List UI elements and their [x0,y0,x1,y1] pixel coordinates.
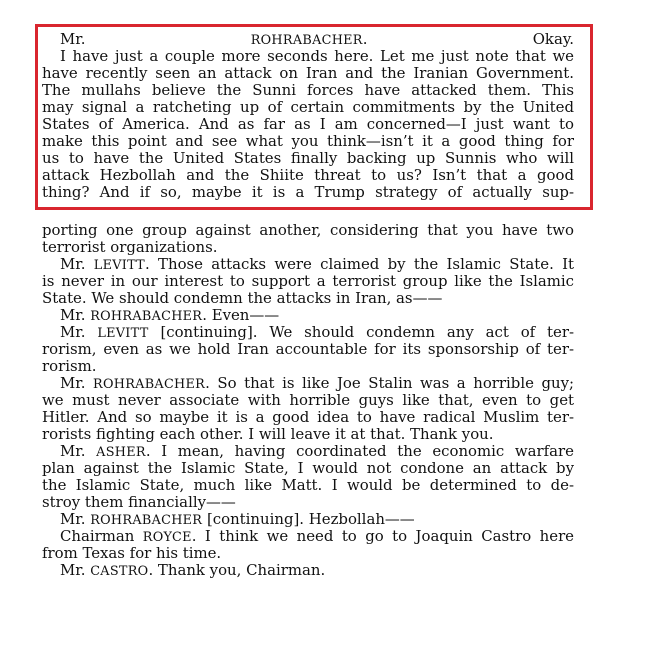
transcript-line: rorists fighting each other. I will leave it at that. Thank you. [42,425,494,443]
transcript-line: terrorist organizations. [42,238,218,256]
transcript-line: State. We should condemn the attacks in Iran, as—— [42,289,443,307]
transcript-line: may signal a ratcheting up of certain commitments by the United [42,98,574,116]
speaker-name: CASTRO [90,564,149,579]
transcript-line: rorism, even as we hold Iran accountable for its sponsorship of ter- [42,340,574,358]
transcript-line: Chairman ROYCE. I think we need to go to Joaquin Castro here [60,527,574,545]
transcript-line: plan against the Islamic State, I would not condone an attack by [42,459,574,477]
transcript-line: Hitler. And so maybe it is a good idea to have radical Muslim ter- [42,408,574,426]
transcript-line: have recently seen an attack on Iran and the Iranian Government. [42,64,574,82]
transcript-line: we must never associate with horrible guys like that, even to get [42,391,574,409]
transcript-line: I have just a couple more seconds here. Let me just note that we [60,47,574,65]
transcript-line: Mr. LEVITT [continuing]. We should condemn any act of ter- [60,323,574,341]
speaker-name: ROHRABACHER [250,33,363,48]
speaker-name: ROHRABACHER [90,309,203,324]
transcript-line: make this point and see what you think—isn’t it a good thing for [42,132,574,150]
speaker-name: ASHER [96,445,146,460]
transcript-line: Mr. LEVITT. Those attacks were claimed by the Islamic State. It [60,255,574,273]
transcript-line: porting one group against another, considering that you have two [42,221,574,239]
transcript-line: rorism. [42,357,97,375]
speaker-name: LEVITT [93,258,146,273]
speaker-name: LEVITT [97,326,149,341]
transcript-line: the Islamic State, much like Matt. I would be determined to de- [42,476,574,494]
transcript-line: attack Hezbollah and the Shiite threat to us? Isn’t that a good [42,166,574,184]
transcript-line: Mr. CASTRO. Thank you, Chairman. [60,561,326,579]
transcript-line: Mr. ROHRABACHER. So that is like Joe Stalin was a horrible guy; [60,374,574,392]
transcript-line: is never in our interest to support a terrorist group like the Islamic [42,272,574,290]
transcript-line: Mr. ROHRABACHER. Even—— [60,306,280,324]
transcript-line: Mr. ROHRABACHER. Okay. [60,30,574,48]
transcript-line: stroy them financially—— [42,493,236,511]
transcript-line: States of America. And as far as I am concerned—I just want to [42,115,574,133]
speaker-name: ROYCE [142,530,192,545]
transcript-line: from Texas for his time. [42,544,222,562]
transcript-line: The mullahs believe the Sunni forces have attacked them. This [42,81,574,99]
speaker-name: ROHRABACHER [90,513,203,528]
transcript-line: us to have the United States finally backing up Sunnis who will [42,149,574,167]
transcript-line: Mr. ROHRABACHER [continuing]. Hezbollah—— [60,510,415,528]
speaker-name: ROHRABACHER [93,377,206,392]
transcript-line: Mr. ASHER. I mean, having coordinated the economic warfare [60,442,574,460]
transcript-line: thing? And if so, maybe it is a Trump strategy of actually sup- [42,183,574,201]
